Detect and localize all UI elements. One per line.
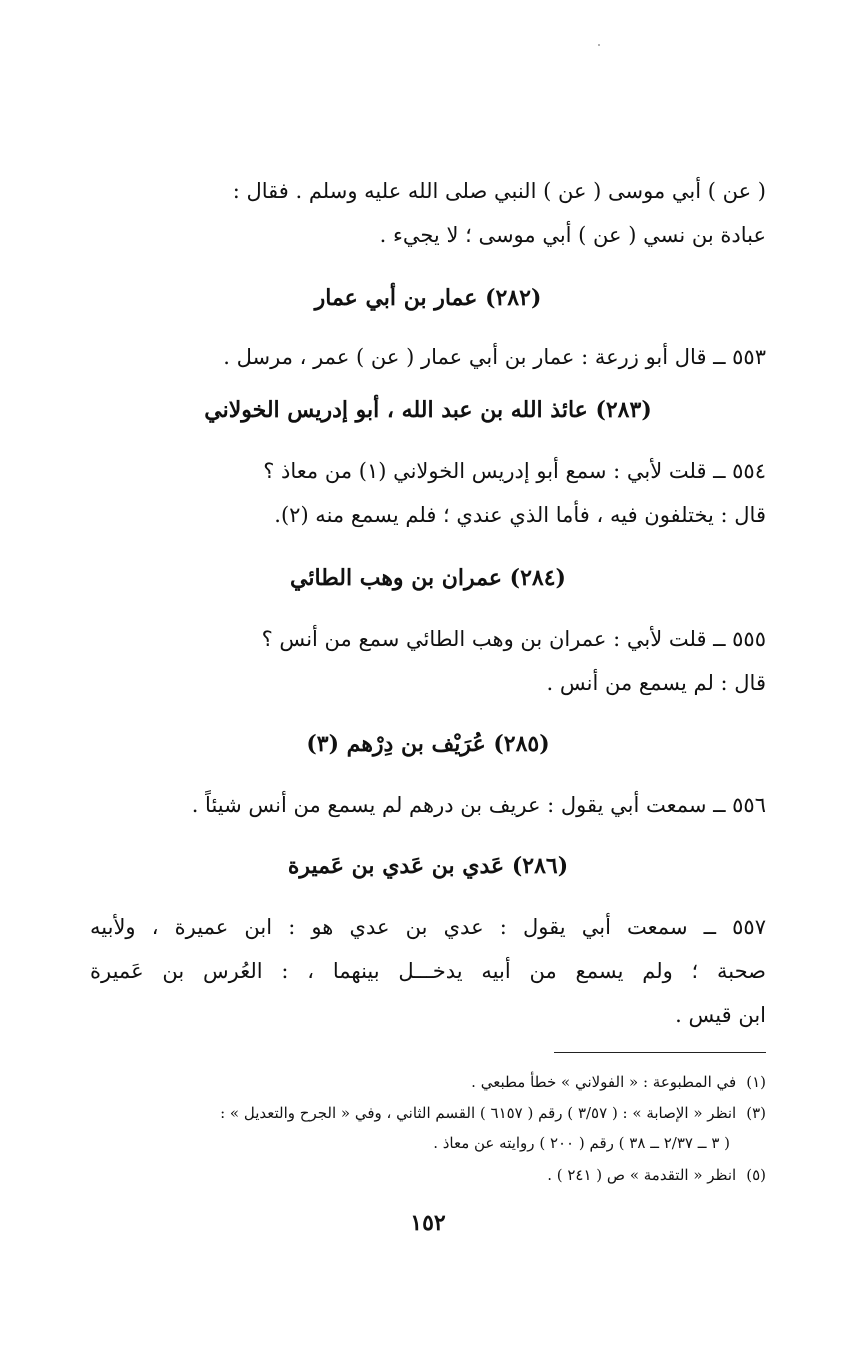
- heading-282: (٢٨٢) عمار بن أبي عمار: [314, 285, 542, 311]
- footnote-3: [90, 1101, 766, 1125]
- entry-554-line-1: ٥٥٤ ــ قلت لأبي : سمع أبو إدريس الخولاني (١) من معاذ ؟: [263, 459, 766, 483]
- footnote-number: (١): [746, 1073, 766, 1091]
- footnote-5: [90, 1163, 766, 1187]
- footnote-number: (٥): [746, 1166, 766, 1184]
- entry-555-line-2: قال : لم يسمع من أنس .: [546, 671, 766, 695]
- heading-286: (٢٨٦) عَدي بن عَدي بن عَميرة: [287, 853, 569, 879]
- entry-555-line-1: ٥٥٥ ــ قلت لأبي : عمران بن وهب الطائي سمع من أنس ؟: [261, 627, 766, 651]
- text-line-2: عبادة بن نسي ( عن ) أبي موسى ؛ لا يجيء .: [379, 223, 766, 247]
- heading-283: (٢٨٣) عائذ الله بن عبد الله ، أبو إدريس الخولاني: [204, 397, 652, 423]
- footnote-text: في المطبوعة : « الفولاني » خطأ مطبعي .: [471, 1073, 737, 1091]
- page-number: ١٥٢: [410, 1210, 446, 1236]
- footnote-text: انظر « الإصابة » : ( ٣/٥٧ ) رقم ( ٦١٥٧ ) القسم الثاني ، وفي « الجرح والتعديل » :: [220, 1104, 737, 1122]
- entry-554-line-2: قال : يختلفون فيه ، فأما الذي عندي ؛ فلم يسمع منه (٢).: [274, 503, 766, 527]
- text-line-1: ( عن ) أبي موسى ( عن ) النبي صلى الله عليه وسلم . فقال :: [232, 179, 766, 203]
- footnote-number: (٣): [746, 1104, 766, 1122]
- entry-557-line-3: ابن قيس .: [675, 1003, 766, 1027]
- entry-553: ٥٥٣ ــ قال أبو زرعة : عمار بن أبي عمار ( عن ) عمر ، مرسل .: [223, 345, 766, 369]
- entry-557-line-2: صحبة ؛ ولم يسمع من أبيه يدخـــل بينهما ، : العُرس بن عَميرة: [90, 959, 766, 983]
- footnote-text: انظر « التقدمة » ص ( ٢٤١ ) .: [547, 1166, 737, 1184]
- footnote-3-continuation: ( ٣ ــ ٢/٣٧ ــ ٣٨ ) رقم ( ٢٠٠ ) روايته عن معاذ .: [433, 1134, 730, 1152]
- footnote-1: [90, 1070, 766, 1094]
- footnote-separator: [554, 1052, 766, 1053]
- entry-556: ٥٥٦ ــ سمعت أبي يقول : عريف بن درهم لم يسمع من أنس شيئاً .: [191, 793, 766, 817]
- heading-285: (٢٨٥) عُرَيْف بن دِرْهم (٣): [306, 731, 550, 757]
- print-speck: [598, 44, 600, 46]
- entry-557-line-1: ٥٥٧ ــ سمعت أبي يقول : عدي بن عدي هو : ابن عميرة ، ولأبيه: [90, 915, 766, 939]
- heading-284: (٢٨٤) عمران بن وهب الطائي: [290, 565, 566, 591]
